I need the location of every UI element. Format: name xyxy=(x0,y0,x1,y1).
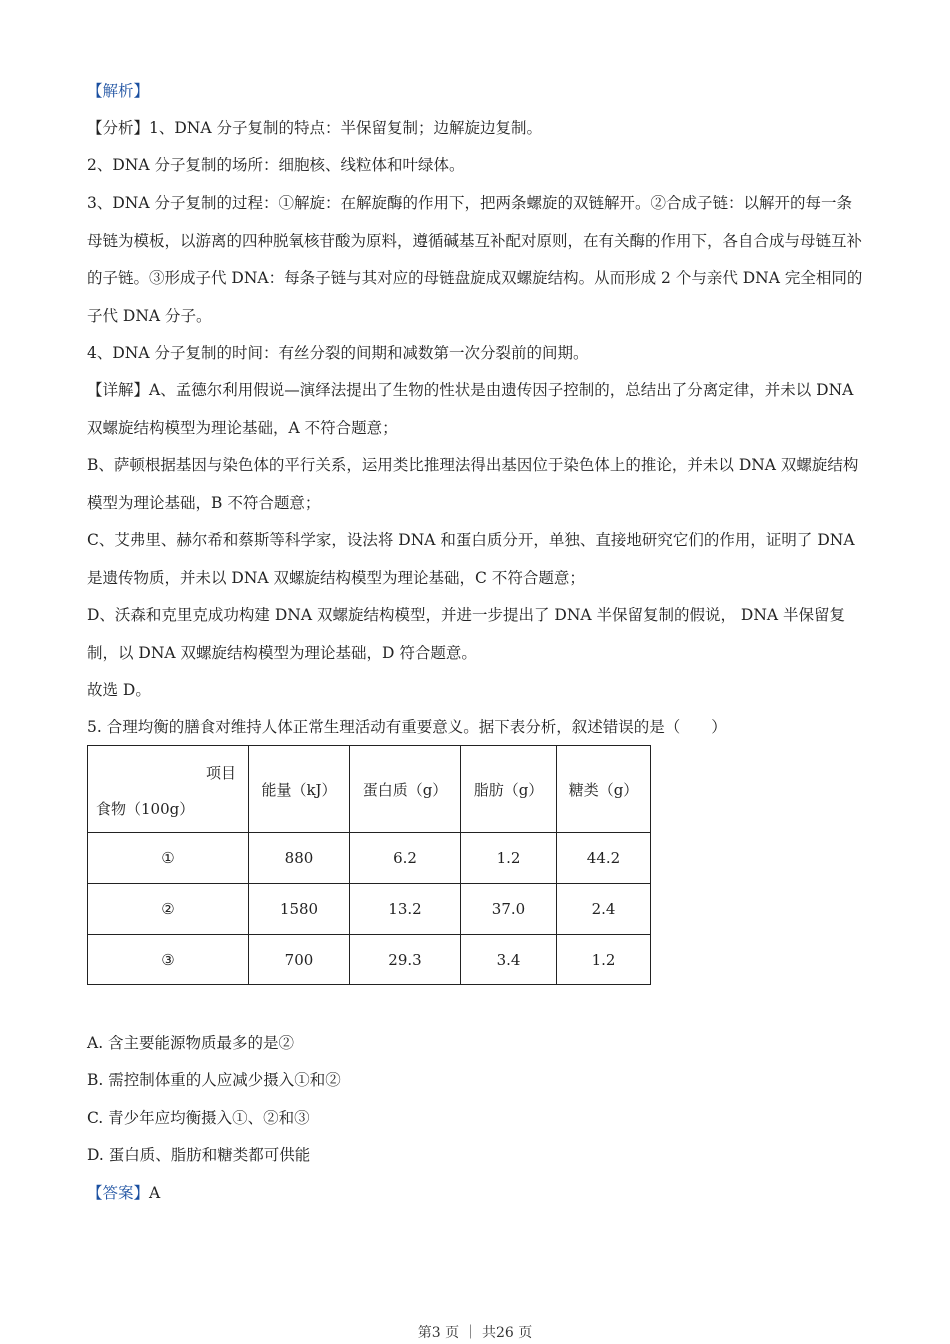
energy-cell: 880 xyxy=(249,833,350,884)
answer-line xyxy=(87,1181,160,1203)
table-row xyxy=(88,935,651,985)
fat-cell: 1.2 xyxy=(461,833,557,884)
detail-option-a xyxy=(87,372,863,447)
header-energy: 能量（kJ） xyxy=(249,746,350,833)
option-c: C. 青少年应均衡摄入①、②和③ xyxy=(87,1109,310,1127)
sugar-cell: 2.4 xyxy=(557,884,651,935)
detail-option-a-text: A、孟德尔利用假说—演绎法提出了生物的性状是由遗传因子控制的，总结出了分离定律，并未以 DNA 双螺旋结构模型为理论基础，A 不符合题意； xyxy=(87,381,854,437)
protein-cell: 6.2 xyxy=(350,833,461,884)
protein-cell: 29.3 xyxy=(350,935,461,985)
fat-cell: 37.0 xyxy=(461,884,557,935)
sugar-cell: 44.2 xyxy=(557,833,651,884)
table-corner-cell xyxy=(88,746,249,833)
option-b: B. 需控制体重的人应减少摄入①和② xyxy=(87,1071,341,1089)
energy-cell: 700 xyxy=(249,935,350,985)
detail-option-b: B、萨顿根据基因与染色体的平行关系，运用类比推理法得出基因位于染色体上的推论，并未以 DNA 双螺旋结构模型为理论基础，B 不符合题意； xyxy=(87,456,859,512)
analysis-point-1 xyxy=(87,110,863,148)
food-cell: ② xyxy=(88,884,249,935)
table-header-row xyxy=(88,746,651,833)
answer-tag: 【答案】 xyxy=(87,1184,150,1202)
energy-cell: 1580 xyxy=(249,884,350,935)
food-cell: ③ xyxy=(88,935,249,985)
question-5-stem: 5. 合理均衡的膳食对维持人体正常生理活动有重要意义。据下表分析，叙述错误的是（ ） xyxy=(87,718,727,736)
answer-value: A xyxy=(149,1184,161,1202)
detail-tag: 【详解】 xyxy=(87,381,150,399)
food-cell: ① xyxy=(88,833,249,884)
detail-conclusion: 故选 D。 xyxy=(87,681,151,699)
table-row xyxy=(88,833,651,884)
analysis-point-2: 2、DNA 分子复制的场所：细胞核、线粒体和叶绿体。 xyxy=(87,156,465,174)
analysis-point-4: 4、DNA 分子复制的时间：有丝分裂的间期和减数第一次分裂前的间期。 xyxy=(87,344,589,362)
analysis-header: 【解析】 xyxy=(87,82,150,100)
analysis-tag: 【分析】 xyxy=(87,119,150,137)
detail-option-c: C、艾弗里、赫尔希和蔡斯等科学家，设法将 DNA 和蛋白质分开，单独、直接地研究它们的作用，证明了 DNA 是遗传物质，并未以 DNA 双螺旋结构模型为理论基础，C 不符合题意； xyxy=(87,531,855,587)
option-d: D. 蛋白质、脂肪和糖类都可供能 xyxy=(87,1146,311,1164)
option-a: A. 含主要能源物质最多的是② xyxy=(87,1034,295,1052)
page-footer: 第3 页 ｜ 共26 页 xyxy=(417,1325,533,1341)
analysis-point-1-text: 1、DNA 分子复制的特点：半保留复制；边解旋边复制。 xyxy=(149,119,542,137)
corner-food-label: 食物（100g） xyxy=(96,800,195,818)
nutrition-table xyxy=(87,745,651,985)
header-protein: 蛋白质（g） xyxy=(350,746,461,833)
table-row xyxy=(88,884,651,935)
sugar-cell: 1.2 xyxy=(557,935,651,985)
corner-item-label: 项目 xyxy=(205,764,236,782)
header-sugar: 糖类（g） xyxy=(557,746,651,833)
protein-cell: 13.2 xyxy=(350,884,461,935)
analysis-point-3: 3、DNA 分子复制的过程：①解旋：在解旋酶的作用下，把两条螺旋的双链解开。②合成子链：以解开的每一条母链为模板，以游离的四种脱氧核苷酸为原料，遵循碱基互补配对原则，在有关酶的作用下，各自合成与母链互补的子链。③形成子代 DNA：每条子链与其对应的母链盘旋成双螺旋结构。从而形成 2 个与亲代 DNA 完全相同的子代 DNA 分子。 xyxy=(87,194,863,325)
detail-option-d: D、沃森和克里克成功构建 DNA 双螺旋结构模型，并进一步提出了 DNA 半保留复制的假说， DNA 半保留复制，以 DNA 双螺旋结构模型为理论基础，D 符合题意。 xyxy=(87,606,846,662)
fat-cell: 3.4 xyxy=(461,935,557,985)
header-fat: 脂肪（g） xyxy=(461,746,557,833)
